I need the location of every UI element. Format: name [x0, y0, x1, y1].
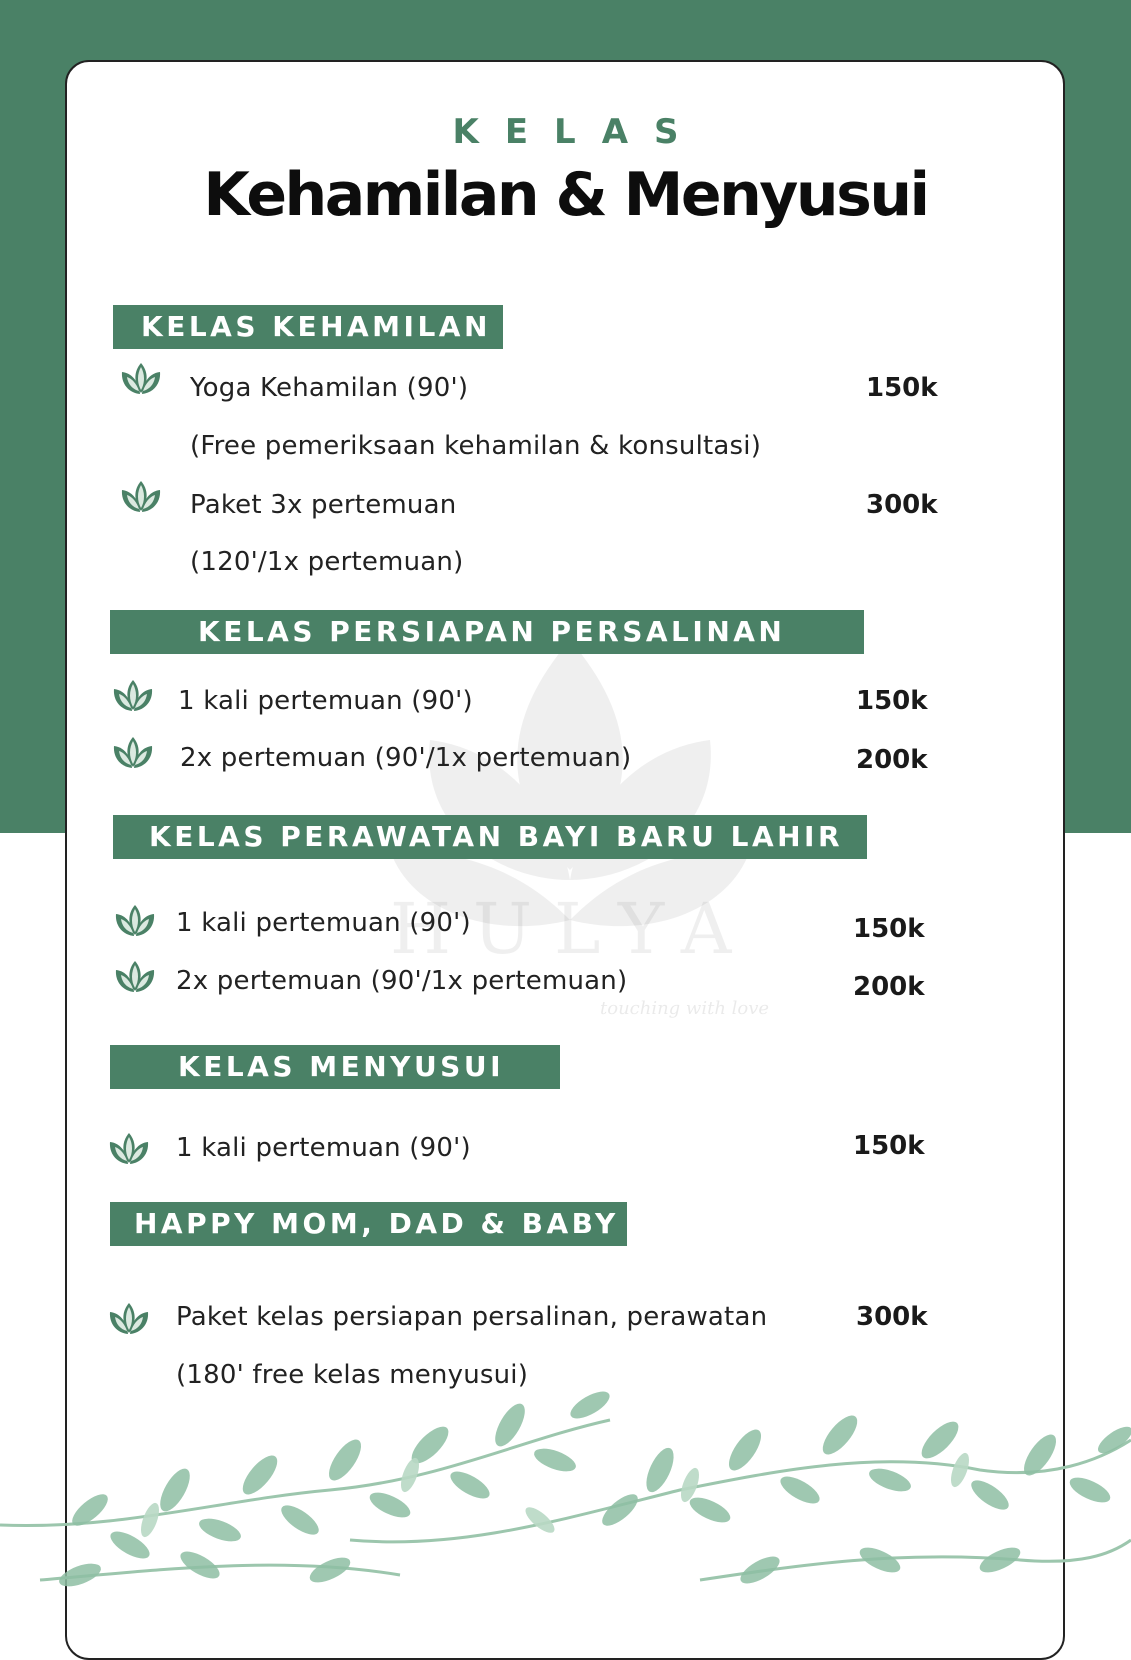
item-name: 2x pertemuan (90'/1x pertemuan)	[180, 743, 632, 773]
item-price: 300k	[866, 490, 938, 520]
item-name: Paket 3x pertemuan	[190, 490, 457, 520]
item-note: (Free pemeriksaan kehamilan & konsultasi)	[190, 431, 762, 461]
section-heading: KELAS PERAWATAN BAYI BARU LAHIR	[113, 815, 867, 859]
lotus-icon	[110, 734, 156, 774]
item-name: 1 kali pertemuan (90')	[176, 1133, 471, 1163]
item-price: 150k	[866, 373, 938, 403]
item-name: Yoga Kehamilan (90')	[190, 373, 469, 403]
header-kicker: KELAS	[452, 112, 705, 152]
watermark-brand: HULYA	[390, 888, 754, 970]
vine-leaves-decoration	[0, 1380, 1131, 1600]
section-heading: KELAS MENYUSUI	[110, 1045, 560, 1089]
item-price: 150k	[853, 1131, 925, 1161]
item-note: (120'/1x pertemuan)	[190, 547, 464, 577]
item-name: 1 kali pertemuan (90')	[178, 686, 473, 716]
item-price: 150k	[853, 914, 925, 944]
item-price: 200k	[853, 972, 925, 1002]
lotus-icon	[112, 902, 158, 942]
lotus-icon	[112, 958, 158, 998]
item-name: 1 kali pertemuan (90')	[176, 908, 471, 938]
item-name: Paket kelas persiapan persalinan, perawatan	[176, 1302, 768, 1332]
lotus-icon	[106, 1300, 152, 1340]
item-note: (180' free kelas menyusui)	[176, 1360, 529, 1390]
lotus-icon	[118, 478, 164, 518]
page-title: Kehamilan & Menyusui	[203, 160, 928, 230]
section-heading: HAPPY MOM, DAD & BABY	[110, 1202, 627, 1246]
watermark-tagline: touching with love	[600, 998, 770, 1019]
lotus-icon	[106, 1130, 152, 1170]
item-name: 2x pertemuan (90'/1x pertemuan)	[176, 966, 628, 996]
item-price: 150k	[856, 686, 928, 716]
section-heading: KELAS PERSIAPAN PERSALINAN	[110, 610, 864, 654]
item-price: 300k	[856, 1302, 928, 1332]
lotus-icon	[110, 677, 156, 717]
section-heading: KELAS KEHAMILAN	[113, 305, 503, 349]
lotus-icon	[118, 360, 164, 400]
item-price: 200k	[856, 745, 928, 775]
